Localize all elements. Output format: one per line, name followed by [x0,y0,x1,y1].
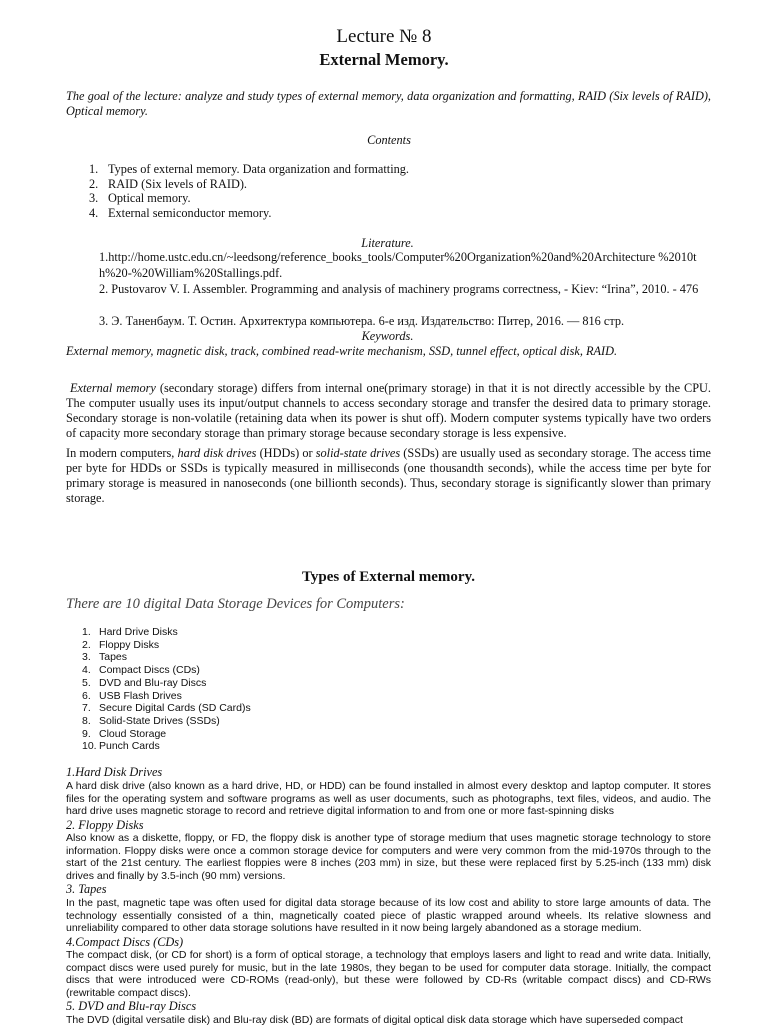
contents-item-number: 3. [89,191,99,206]
lecture-title: External Memory. [319,50,449,69]
intro-paragraph [66,381,711,441]
subsection-heading-cds: 4.Compact Discs (CDs) [66,935,184,949]
device-item [82,740,251,753]
device-item-number: 1. [82,626,91,638]
device-item-number: 4. [82,664,91,677]
term-hdd: hard disk drives [177,446,257,460]
device-item-text: Secure Digital Cards (SD Card)s [99,702,251,715]
term-external-memory: External memory [69,381,156,395]
device-item [82,626,251,639]
literature-item: 3. Э. Таненбаум. Т. Остин. Архитектура компьютера. 6-е изд. Издательство: Питер, 2016. — 816 стр. [99,314,625,328]
subsection-heading-hdd: 1.Hard Disk Drives [66,765,163,779]
device-item-number: 9. [82,727,91,740]
subsection-heading-dvd: 5. DVD and Blu-ray Discs [66,999,197,1013]
contents-item-text: Optical memory. [108,191,191,206]
contents-item [89,177,409,192]
device-item-number: 6. [82,689,91,702]
contents-item-number: 1. [89,162,99,176]
device-item-number: 10. [82,740,97,753]
keywords-text: External memory, magnetic disk, track, combined read-write mechanism, SSD, tunnel effect, optical disk, RAID. [66,344,618,358]
device-item [82,677,251,690]
device-item-text: Tapes [99,651,128,664]
subsection-body-floppy: Also know as a diskette, floppy, or FD, the floppy disk is another type of storage medium that uses magnetic storage technology to store information. Floppy disks were once a common storage device for computers and were very common from the mid-1970s through to the start of the 21st century. The earliest floppies were 8 inches (203 mm) in size, but these were replaced first by 5.25-inch (133 mm) disk drives and finally by 3.5-inch (90 mm) versions. [66,832,711,883]
contents-item-text: External semiconductor memory. [108,205,272,220]
device-item [82,728,251,741]
literature-heading: Literature. [361,236,414,250]
literature-item: 2. Pustovarov V. I. Assembler. Programming and analysis of machinery programs correctness, - Kiev: “Irina”, 2010. - 476 [99,282,699,296]
term-ssd: solid-state drives [315,446,401,460]
device-item-text: Punch Cards [99,740,160,753]
device-item-number: 2. [82,638,91,651]
intro-paragraph-text: (secondary storage) differs from internal one(primary storage) in that it is not directly accessible by the CPU. The computer usually uses its input/output channels to access secondary storage and transfer the desired data to primary storage. Secondary storage is non-volatile (retaining data when its power is shut off). Modern computer systems typically have two orders of capacity more secondary storage than primary storage because secondary storage is less expensive. [66,381,711,440]
literature-item-url[interactable]: 1.http://home.ustc.edu.cn/~leedsong/reference_books_tools/Computer%20Organization%20and%20Architecture %2010th%20-%20William%20Stallings.pdf. [99,250,697,280]
device-item-text: Compact Discs (CDs) [99,664,200,677]
keywords-heading: Keywords. [361,329,414,343]
devices-intro: There are 10 digital Data Storage Devices for Computers: [66,596,405,612]
device-item [82,664,251,677]
contents-list [89,162,409,220]
device-item-number: 5. [82,676,91,689]
device-item-text: Cloud Storage [99,727,167,740]
contents-item-text: Types of external memory. Data organization and formatting. [108,162,409,176]
device-item-text: DVD and Blu-ray Discs [99,676,207,689]
subsection-body-dvd: The DVD (digital versatile disk) and Blu-ray disk (BD) are formats of digital optical disk data storage which have superseded compact [66,1014,683,1026]
intro-paragraph-text: (SSDs) are usually used as secondary storage. The access time per byte for HDDs or SSDs is typically measured in milliseconds (one thousandth seconds), while the access time per byte for primary storage is measured in nanoseconds (one billionth seconds). Thus, secondary storage is significantly slower than primary storage. [66,446,711,505]
section-heading: Types of External memory. [301,569,476,585]
devices-list [82,626,251,753]
subsection-heading-floppy: 2. Floppy Disks [66,818,144,832]
device-item-text: USB Flash Drives [99,689,182,702]
device-item [82,651,251,664]
contents-item [89,191,409,206]
device-item-number: 3. [82,651,91,664]
intro-paragraph [66,446,711,506]
subsection-body-cds: The compact disk, (or CD for short) is a form of optical storage, a technology that employs lasers and light to read and write data. Initially, compact discs were used purely for music, but in the late 1980s, they began to be used for computer data storage. Initially, the compact discs that were introduced were CD-ROMs (read-only), but these were followed by CD-Rs (writable compact discs) and CD-RWs (rewritable compact discs). [66,949,711,1000]
subsection-heading-tapes: 3. Tapes [66,882,107,896]
subsection-body-tapes: In the past, magnetic tape was often used for digital data storage because of its low cost and ability to store large amounts of data. The technology essentially consisted of a thin, magnetically coated piece of plastic wrapped around wheels. Its relative slowness and unreliability compared to other data storage solutions have resulted in it now being largely abandoned as a storage medium. [66,897,711,935]
contents-item-text: RAID (Six levels of RAID). [108,176,248,191]
device-item-text: Hard Drive Disks [99,626,178,638]
contents-item [89,206,409,221]
device-item-text: Solid-State Drives (SSDs) [99,714,220,727]
device-item-text: Floppy Disks [99,638,160,651]
contents-item-number: 4. [89,205,99,220]
device-item [82,715,251,728]
device-item-number: 7. [82,702,91,715]
contents-heading: Contents [367,133,411,147]
lecture-goal: The goal of the lecture: analyze and study types of external memory, data organization and formatting, RAID (Six levels of RAID), Optical memory. [66,89,711,118]
intro-paragraph-text: (HDDs) or [256,446,316,460]
contents-item-number: 2. [89,176,99,191]
lecture-number: Lecture № 8 [336,26,432,47]
device-item [82,690,251,703]
intro-paragraph-text: In modern computers, [66,446,178,460]
device-item [82,702,251,715]
device-item [82,639,251,652]
subsection-body-hdd: A hard disk drive (also known as a hard drive, HD, or HDD) can be found installed in almost every desktop and laptop computer. It stores files for the operating system and software programs as well as user documents, such as photographs, text files, videos, and audio. The hard drive uses magnetic storage to record and retrieve digital information to and from one or more fast-spinning disks [66,780,711,818]
device-item-number: 8. [82,714,91,727]
contents-item [89,162,409,177]
